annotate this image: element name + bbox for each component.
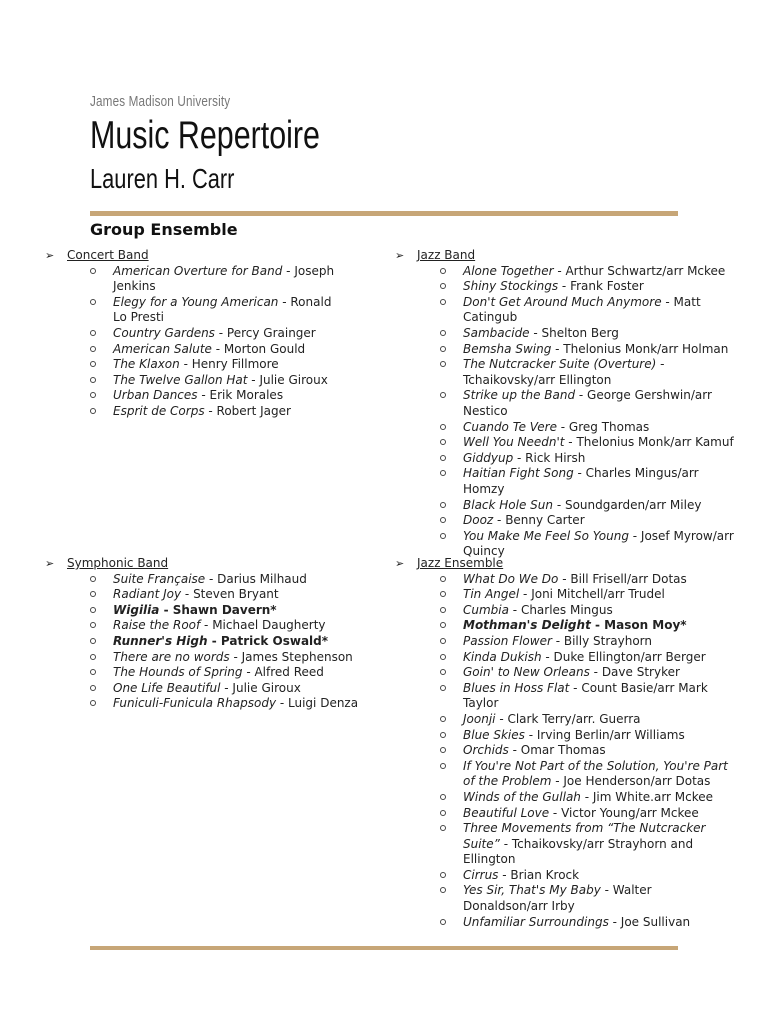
hollow-circle-bullet-icon [440, 825, 446, 831]
piece-credit: - Benny Carter [493, 513, 585, 528]
piece-item [440, 342, 740, 358]
piece-title: Strike up the Band [463, 388, 576, 403]
piece-item [90, 665, 375, 681]
piece-credit: - Shawn Davern* [159, 602, 277, 617]
piece-credit: - Steven Bryant [181, 587, 279, 602]
hollow-circle-bullet-icon [440, 607, 446, 613]
piece-item [440, 279, 740, 295]
hollow-circle-bullet-icon [440, 392, 446, 398]
hollow-circle-bullet-icon [90, 622, 96, 628]
piece-item [440, 650, 740, 666]
piece-credit: - Frank Foster [558, 279, 644, 294]
piece-title: Giddyup [463, 450, 514, 465]
hollow-circle-bullet-icon [90, 299, 96, 305]
piece-title: American Overture for Band [113, 263, 283, 278]
piece-title: Runner's High [113, 633, 208, 648]
piece-title: Raise the Roof [113, 618, 201, 633]
bottom-divider [90, 946, 678, 950]
group-heading [45, 556, 375, 572]
hollow-circle-bullet-icon [440, 638, 446, 644]
hollow-circle-bullet-icon [440, 283, 446, 289]
piece-title: Dooz [463, 513, 494, 528]
piece-title: Country Gardens [113, 325, 215, 340]
hollow-circle-bullet-icon [440, 872, 446, 878]
piece-title: Esprit de Corps [113, 403, 205, 418]
hollow-circle-bullet-icon [90, 268, 96, 274]
piece-title: Beautiful Love [463, 805, 550, 820]
piece-title: Radiant Joy [113, 587, 182, 602]
piece-item [440, 681, 740, 712]
piece-title: Don't Get Around Much Anymore [463, 294, 662, 309]
group-heading [395, 556, 740, 572]
piece-list [395, 572, 740, 931]
piece-credit: - Luigi Denza [276, 696, 359, 711]
arrowhead-icon: ➢ [45, 249, 55, 262]
piece-title: Tin Angel [463, 587, 520, 602]
hollow-circle-bullet-icon [440, 732, 446, 738]
piece-title: You Make Me Feel So Young [463, 528, 629, 543]
hollow-circle-bullet-icon [90, 638, 96, 644]
hollow-circle-bullet-icon [440, 685, 446, 691]
hollow-circle-bullet-icon [90, 700, 96, 706]
piece-item [90, 264, 345, 295]
piece-credit: - Thelonius Monk/arr Holman [551, 341, 729, 356]
piece-title: American Salute [113, 341, 212, 356]
piece-credit: - Count Basie/arr Mark Taylor [463, 680, 708, 711]
piece-credit: - Clark Terry/arr. Guerra [495, 711, 641, 726]
piece-item [90, 681, 375, 697]
hollow-circle-bullet-icon [440, 299, 446, 305]
piece-title: Urban Dances [113, 388, 198, 403]
piece-credit: - Josef Myrow/arr Quincy [463, 528, 734, 559]
hollow-circle-bullet-icon [440, 919, 446, 925]
hollow-circle-bullet-icon [90, 330, 96, 336]
piece-title: Alone Together [463, 263, 554, 278]
piece-item [440, 821, 740, 868]
group-heading [45, 248, 345, 264]
piece-credit: - Matt Catingub [463, 294, 701, 325]
piece-title: Goin' to New Orleans [463, 665, 590, 680]
piece-credit: - George Gershwin/arr Nestico [463, 388, 712, 418]
piece-item [440, 326, 740, 342]
piece-credit: - Walter Donaldson/arr Irby [463, 883, 652, 914]
author-name: Lauren H. Carr [90, 163, 235, 194]
piece-list [45, 264, 345, 420]
group-heading [395, 248, 740, 264]
hollow-circle-bullet-icon [440, 439, 446, 445]
piece-credit: - Bill Frisell/arr Dotas [558, 571, 687, 586]
piece-item [440, 883, 740, 914]
piece-item [90, 650, 375, 666]
piece-item [440, 634, 740, 650]
hollow-circle-bullet-icon [440, 424, 446, 430]
piece-item [90, 587, 375, 603]
hollow-circle-bullet-icon [440, 361, 446, 367]
piece-credit: - Robert Jager [204, 403, 291, 418]
piece-credit: - Omar Thomas [508, 743, 606, 758]
group-jazz-ensemble [395, 556, 740, 930]
piece-item [440, 420, 740, 436]
piece-item [440, 712, 740, 728]
piece-title: The Nutcracker Suite (Overture) [463, 357, 657, 372]
piece-credit: - Arthur Schwartz/arr Mckee [553, 263, 726, 278]
hollow-circle-bullet-icon [440, 810, 446, 816]
piece-item [90, 295, 345, 326]
piece-title: Three Movements from “The Nutcracker Suite” [463, 821, 706, 851]
piece-title: Black Hole Sun [463, 497, 554, 512]
hollow-circle-bullet-icon [90, 392, 96, 398]
piece-title: Bemsha Swing [463, 341, 552, 356]
piece-title: Cuando Te Vere [463, 419, 557, 434]
group-label: Symphonic Band [67, 556, 169, 570]
piece-title: The Klaxon [113, 357, 180, 372]
piece-title: Blues in Hoss Flat [463, 680, 570, 695]
piece-title: The Twelve Gallon Hat [113, 372, 248, 387]
piece-credit: - Tchaikovsky/arr Ellington [463, 357, 665, 387]
piece-title: Haitian Fight Song [463, 466, 574, 481]
piece-credit: - Patrick Oswald* [207, 633, 329, 648]
hollow-circle-bullet-icon [440, 654, 446, 660]
piece-title: Blue Skies [463, 727, 525, 742]
arrowhead-icon: ➢ [395, 249, 405, 262]
piece-credit: - Morton Gould [211, 341, 306, 356]
piece-item [440, 572, 740, 588]
piece-item [90, 342, 345, 358]
hollow-circle-bullet-icon [90, 654, 96, 660]
piece-title: Unfamiliar Surroundings [463, 914, 609, 929]
hollow-circle-bullet-icon [90, 346, 96, 352]
piece-credit: - Joe Sullivan [608, 914, 691, 929]
hollow-circle-bullet-icon [440, 622, 446, 628]
piece-item [440, 915, 740, 931]
hollow-circle-bullet-icon [440, 669, 446, 675]
piece-item [440, 728, 740, 744]
piece-item [440, 513, 740, 529]
piece-title: Wigilia [113, 602, 160, 617]
piece-item [440, 759, 740, 790]
group-label: Jazz Band [417, 248, 476, 262]
hollow-circle-bullet-icon [90, 576, 96, 582]
group-jazz-band [395, 248, 740, 560]
hollow-circle-bullet-icon [90, 669, 96, 675]
hollow-circle-bullet-icon [440, 502, 446, 508]
piece-credit: - Mason Moy* [590, 618, 687, 633]
hollow-circle-bullet-icon [440, 455, 446, 461]
piece-title: Yes Sir, That's My Baby [463, 883, 601, 898]
group-concert-band [45, 248, 345, 420]
piece-title: Winds of the Gullah [463, 789, 581, 804]
group-label: Concert Band [67, 248, 149, 262]
piece-credit: - Rick Hirsh [513, 450, 586, 465]
piece-item [440, 665, 740, 681]
piece-credit: - Alfred Reed [242, 665, 324, 680]
hollow-circle-bullet-icon [90, 591, 96, 597]
piece-list [45, 572, 375, 712]
piece-credit: - Thelonius Monk/arr Kamuf [564, 435, 734, 450]
piece-item [440, 618, 740, 634]
piece-credit: - Shelton Berg [529, 325, 619, 340]
piece-item [440, 451, 740, 467]
hollow-circle-bullet-icon [440, 268, 446, 274]
arrowhead-icon: ➢ [395, 557, 405, 570]
piece-title: Suite Française [113, 571, 206, 586]
piece-title: Shiny Stockings [463, 279, 559, 294]
piece-title: Cirrus [463, 867, 499, 882]
piece-item [90, 696, 375, 712]
piece-credit: - Tchaikovsky/arr Strayhorn and Ellington [463, 836, 694, 867]
piece-item [440, 435, 740, 451]
piece-item [440, 743, 740, 759]
piece-credit: - Duke Ellington/arr Berger [541, 649, 706, 664]
hollow-circle-bullet-icon [440, 517, 446, 523]
piece-item [440, 498, 740, 514]
hollow-circle-bullet-icon [440, 887, 446, 893]
piece-item [440, 388, 740, 419]
top-divider [90, 211, 678, 216]
piece-title: Elegy for a Young American [113, 294, 279, 309]
piece-item [90, 572, 375, 588]
piece-credit: - Joni Mitchell/arr Trudel [519, 587, 665, 602]
piece-item [440, 806, 740, 822]
piece-item [90, 404, 345, 420]
piece-credit: - Erik Morales [197, 388, 284, 403]
hollow-circle-bullet-icon [90, 361, 96, 367]
hollow-circle-bullet-icon [440, 470, 446, 476]
piece-item [90, 603, 375, 619]
piece-credit: - Julie Giroux [220, 680, 301, 695]
hollow-circle-bullet-icon [440, 576, 446, 582]
arrowhead-icon: ➢ [45, 557, 55, 570]
piece-item [440, 295, 740, 326]
piece-item [90, 388, 345, 404]
hollow-circle-bullet-icon [90, 408, 96, 414]
piece-title: If You're Not Part of the Solution, You're Part of the Problem [463, 758, 728, 789]
piece-item [90, 618, 375, 634]
piece-title: Cumbia [463, 602, 509, 617]
piece-title: The Hounds of Spring [113, 665, 243, 680]
piece-item [440, 466, 740, 497]
piece-credit: - Percy Grainger [214, 325, 316, 340]
piece-item [440, 357, 740, 388]
piece-title: One Life Beautiful [113, 680, 221, 695]
piece-credit: - Ronald Lo Presti [113, 294, 332, 325]
piece-title: Joonji [463, 711, 496, 726]
piece-credit: - Jim White.arr Mckee [580, 789, 714, 804]
piece-credit: - Irving Berlin/arr Williams [524, 727, 685, 742]
university-name: James Madison University [90, 93, 231, 110]
piece-credit: - Victor Young/arr Mckee [549, 805, 699, 820]
hollow-circle-bullet-icon [440, 346, 446, 352]
piece-credit: - Joe Henderson/arr Dotas [551, 774, 711, 789]
piece-title: There are no words [113, 649, 230, 664]
piece-credit: - Joseph Jenkins [113, 263, 335, 294]
hollow-circle-bullet-icon [90, 685, 96, 691]
page-title: Music Repertoire [90, 114, 320, 157]
piece-item [90, 326, 345, 342]
hollow-circle-bullet-icon [440, 591, 446, 597]
piece-credit: - Greg Thomas [556, 419, 650, 434]
hollow-circle-bullet-icon [440, 330, 446, 336]
piece-credit: - Brian Krock [498, 867, 580, 882]
piece-credit: - Billy Strayhorn [551, 633, 653, 648]
piece-title: Well You Needn't [463, 435, 565, 450]
hollow-circle-bullet-icon [440, 794, 446, 800]
piece-item [440, 868, 740, 884]
group-symphonic-band [45, 556, 375, 712]
hollow-circle-bullet-icon [440, 763, 446, 769]
piece-title: Mothman's Delight [463, 618, 591, 633]
piece-title: Sambacide [463, 325, 530, 340]
piece-item [440, 790, 740, 806]
piece-credit: - Charles Mingus/arr Homzy [463, 466, 699, 496]
piece-credit: - Michael Daugherty [200, 618, 326, 633]
piece-item [440, 603, 740, 619]
piece-credit: - Soundgarden/arr Miley [553, 497, 702, 512]
group-label: Jazz Ensemble [417, 556, 504, 570]
hollow-circle-bullet-icon [90, 607, 96, 613]
piece-item [90, 373, 345, 389]
hollow-circle-bullet-icon [440, 747, 446, 753]
section-title: Group Ensemble [90, 220, 238, 239]
piece-credit: - Henry Fillmore [179, 357, 279, 372]
piece-item [90, 634, 375, 650]
piece-credit: - Dave Stryker [589, 665, 680, 680]
piece-credit: - Julie Giroux [247, 372, 328, 387]
piece-credit: - Darius Milhaud [205, 571, 307, 586]
piece-credit: - James Stephenson [229, 649, 353, 664]
piece-list [395, 264, 740, 560]
piece-title: What Do We Do [463, 571, 559, 586]
piece-credit: - Charles Mingus [508, 602, 613, 617]
hollow-circle-bullet-icon [90, 377, 96, 383]
piece-item [440, 587, 740, 603]
piece-item [440, 264, 740, 280]
piece-title: Orchids [463, 743, 509, 758]
hollow-circle-bullet-icon [440, 533, 446, 539]
piece-title: Funiculi-Funicula Rhapsody [113, 696, 277, 711]
piece-item [90, 357, 345, 373]
hollow-circle-bullet-icon [440, 716, 446, 722]
piece-title: Kinda Dukish [463, 649, 542, 664]
piece-title: Passion Flower [463, 633, 552, 648]
